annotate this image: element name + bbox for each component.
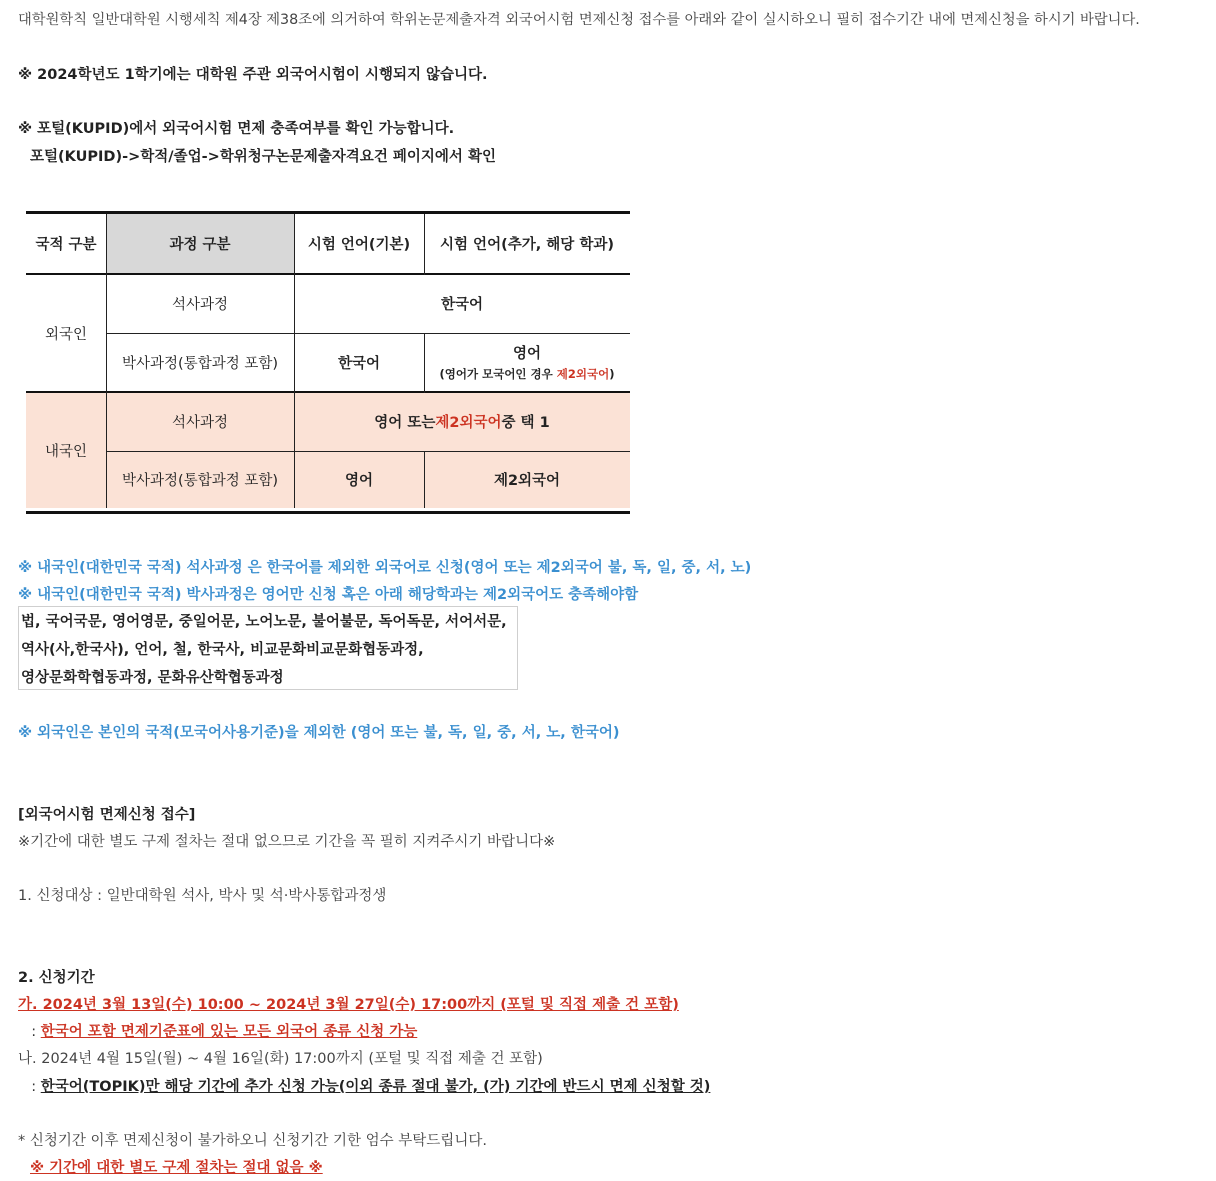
foreigner-doctoral: 박사과정(통합과정 포함) xyxy=(106,333,294,391)
period-a-note-prefix: : xyxy=(22,1024,41,1040)
col-divider xyxy=(424,333,425,393)
department-line: 법, 국어국문, 영어영문, 중일어문, 노어노문, 불어불문, 독어독문, 서어서문, xyxy=(21,614,507,630)
domestic-doctoral-base: 영어 xyxy=(294,451,424,508)
english-label: 영어 xyxy=(512,346,541,362)
period-b-note: 한국어(TOPIK)만 해당 기간에 추가 신청 가능(이외 종류 절대 불가, (가) 기간에 반드시 면제 신청할 것) xyxy=(40,1079,711,1095)
header-nationality: 국적 구분 xyxy=(26,214,106,273)
domestic-doctoral-additional: 제2외국어 xyxy=(424,451,630,508)
row-divider xyxy=(106,451,630,452)
section-title: [외국어시험 면제신청 접수] xyxy=(18,807,196,823)
period-b-note-line xyxy=(22,1075,710,1096)
foreigner-doctoral-additional xyxy=(424,333,630,391)
english-note-c: ) xyxy=(609,367,615,381)
footer-note: * 신청기간 이후 면제신청이 불가하오니 신청기간 기한 엄수 부탁드립니다. xyxy=(18,1133,487,1149)
domestic-masters: 석사과정 xyxy=(106,393,294,451)
footer-warning: ※ 기간에 대한 별도 구제 절차는 절대 없음 ※ xyxy=(30,1160,323,1176)
period-a: 가. 2024년 3월 13일(수) 10:00 ~ 2024년 3월 27일(수) 17:00까지 (포털 및 직접 제출 건 포함) xyxy=(18,997,679,1013)
header-base-language: 시험 언어(기본) xyxy=(294,214,424,273)
notice-kupid: ※ 포털(KUPID)에서 외국어시험 면제 충족여부를 확인 가능합니다. xyxy=(18,121,455,137)
notice-no-exam: ※ 2024학년도 1학기에는 대학원 주관 외국어시험이 시행되지 않습니다. xyxy=(18,67,488,83)
foreigner-doctoral-base: 한국어 xyxy=(294,333,424,391)
notice-kupid-path: 포털(KUPID)->학적/졸업->학위청구논문제출자격요건 페이지에서 확인 xyxy=(30,149,496,165)
department-line: 영상문화학협동과정, 문화유산학협동과정 xyxy=(21,670,284,686)
english-note-second-lang: 제2외국어 xyxy=(556,367,610,381)
english-note xyxy=(440,366,615,382)
dom-masters-second-lang: 제2외국어 xyxy=(435,415,502,431)
foreigner-masters-language: 한국어 xyxy=(294,275,630,333)
domestic-doctoral: 박사과정(통합과정 포함) xyxy=(106,451,294,508)
col-divider xyxy=(294,214,295,508)
row-divider xyxy=(106,333,630,334)
period-b: 나. 2024년 4월 15일(월) ~ 4월 16일(화) 17:00까지 (포털 및 직접 제출 건 포함) xyxy=(18,1051,543,1067)
domestic-masters-language xyxy=(294,393,630,451)
foreigner-note: ※ 외국인은 본인의 국적(모국어사용기준)을 제외한 (영어 또는 불, 독, 일, 중, 서, 노, 한국어) xyxy=(18,725,620,741)
english-note-a: (영어가 모국어인 경우 xyxy=(439,367,557,381)
foreigner-masters: 석사과정 xyxy=(106,275,294,333)
department-line: 역사(사,한국사), 언어, 철, 한국사, 비교문화비교문화협동과정, xyxy=(21,642,424,658)
header-divider xyxy=(26,273,630,275)
period-b-note-prefix: : xyxy=(22,1079,41,1095)
foreigner-label: 외국인 xyxy=(26,275,106,391)
period-a-note-line xyxy=(22,1020,417,1041)
section-note: ※기간에 대한 별도 구제 절차는 절대 없으므로 기간을 꼭 필히 지켜주시기 바랍니다※ xyxy=(18,834,556,850)
period-title: 2. 신청기간 xyxy=(18,970,95,986)
target-text: 1. 신청대상 : 일반대학원 석사, 박사 및 석·박사통합과정생 xyxy=(18,888,387,904)
exemption-table xyxy=(26,211,630,514)
period-a-note: 한국어 포함 면제기준표에 있는 모든 외국어 종류 신청 가능 xyxy=(40,1024,418,1040)
header-course: 과정 구분 xyxy=(106,214,294,273)
intro-text: 대학원학칙 일반대학원 시행세칙 제4장 제38조에 의거하여 학위논문제출자격 외국어시험 면제신청 접수를 아래와 같이 실시하오니 필히 접수기간 내에 면제신청을 하시기 바랍니다. xyxy=(18,12,1140,28)
col-divider xyxy=(106,214,107,508)
dom-masters-a: 영어 또는 xyxy=(374,415,436,431)
col-divider xyxy=(424,214,425,275)
domestic-label: 내국인 xyxy=(26,393,106,508)
domestic-masters-note: ※ 내국인(대한민국 국적) 석사과정 은 한국어를 제외한 외국어로 신청(영어 또는 제2외국어 불, 독, 일, 중, 서, 노) xyxy=(18,560,752,576)
dom-masters-c: 중 택 1 xyxy=(501,415,550,431)
header-additional-language: 시험 언어(추가, 해당 학과) xyxy=(424,214,630,273)
domestic-doctoral-note: ※ 내국인(대한민국 국적) 박사과정은 영어만 신청 혹은 아래 해당학과는 제2외국어도 충족해야함 xyxy=(18,587,639,603)
department-list-box xyxy=(18,606,518,690)
col-divider xyxy=(424,451,425,508)
group-divider xyxy=(26,391,630,393)
